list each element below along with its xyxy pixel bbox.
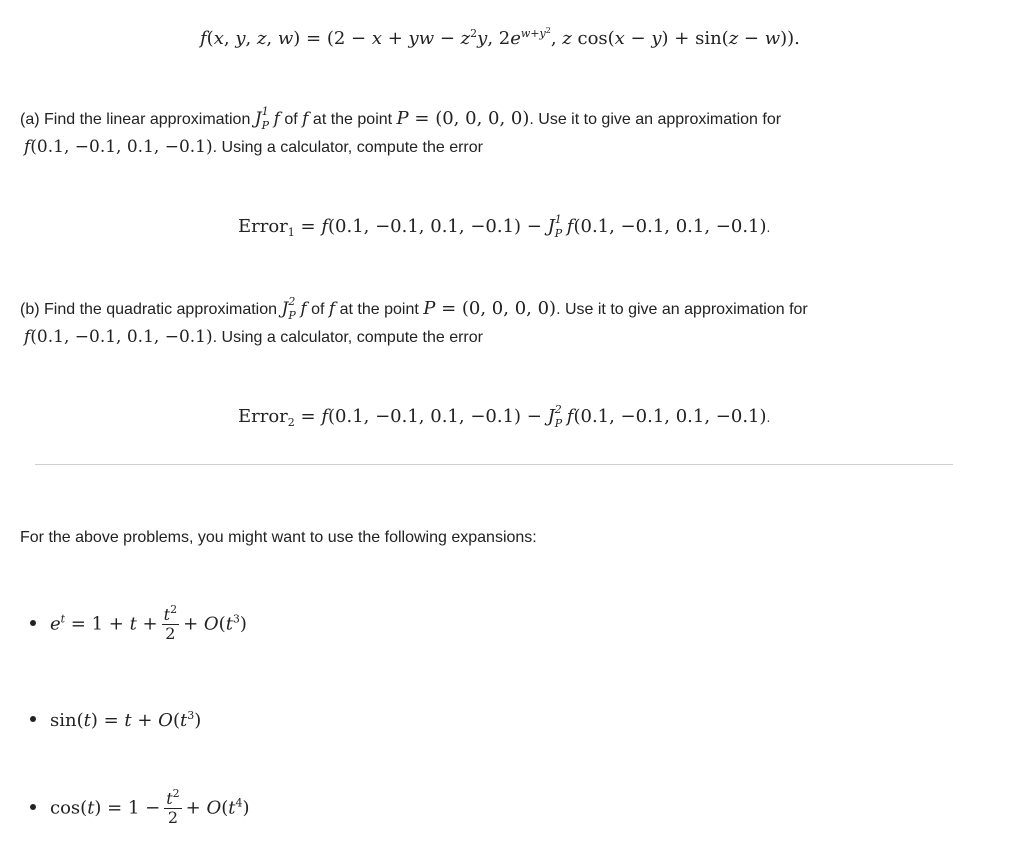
part-b-line-1: (b) Find the quadratic approximation J 2 P f of f at the point P = (0, 0, 0, 0). Use it to give an approximation for xyxy=(20,295,808,322)
expansion-exp: $e^t = 1 + t$ + $\frac{t^2}{2}$ + $O(t^3)$ xyxy=(30,606,247,643)
expansion-sin: $\sin(t) = t + O(t^3)$ xyxy=(30,710,201,731)
eval-point: f(0.1, −0.1, 0.1, −0.1) xyxy=(24,327,213,347)
bullet-icon xyxy=(30,620,36,626)
expansion-cos: cos(t) = 1 − $\frac{t^2}{2}$ + $O(t^4)$ xyxy=(30,790,250,827)
error-2-formula: Error$_2$ = f(0.1, −0.1, 0.1, −0.1) − J 2 P f(0.1, −0.1, 0.1, −0.1). xyxy=(238,403,771,430)
part-b-text: (b) Find the quadratic approximation xyxy=(20,301,278,318)
part-a-text: (a) Find the linear approximation xyxy=(20,111,251,128)
function-definition: f(x, y, z, w) = (2 − x + yw − $z^2y$, $2e^{w+y^2}$, z cos(x − y) + sin(z − w)). xyxy=(200,26,800,49)
point-p: P = (0, 0, 0, 0) xyxy=(423,298,557,319)
jet-2-symbol: J 2 P f xyxy=(281,295,307,322)
error-1-formula: Error$_1$ = f(0.1, −0.1, 0.1, −0.1) − J 1 P f(0.1, −0.1, 0.1, −0.1). xyxy=(238,213,771,240)
jet-1-symbol: J 1 P f xyxy=(254,105,280,132)
bullet-icon xyxy=(30,804,36,810)
bullet-icon xyxy=(30,716,36,722)
part-a-line-2: f(0.1, −0.1, 0.1, −0.1). Using a calculator, compute the error xyxy=(24,137,483,157)
expansions-intro: For the above problems, you might want to use the following expansions: xyxy=(20,529,537,546)
part-a-line-1: (a) Find the linear approximation J 1 P f of f at the point P = (0, 0, 0, 0). Use it to give an approximation for xyxy=(20,105,782,132)
point-p: P = (0, 0, 0, 0) xyxy=(396,108,530,129)
part-b-line-2: f(0.1, −0.1, 0.1, −0.1). Using a calculator, compute the error xyxy=(24,327,483,347)
divider xyxy=(35,464,953,465)
eval-point: f(0.1, −0.1, 0.1, −0.1) xyxy=(24,137,213,157)
